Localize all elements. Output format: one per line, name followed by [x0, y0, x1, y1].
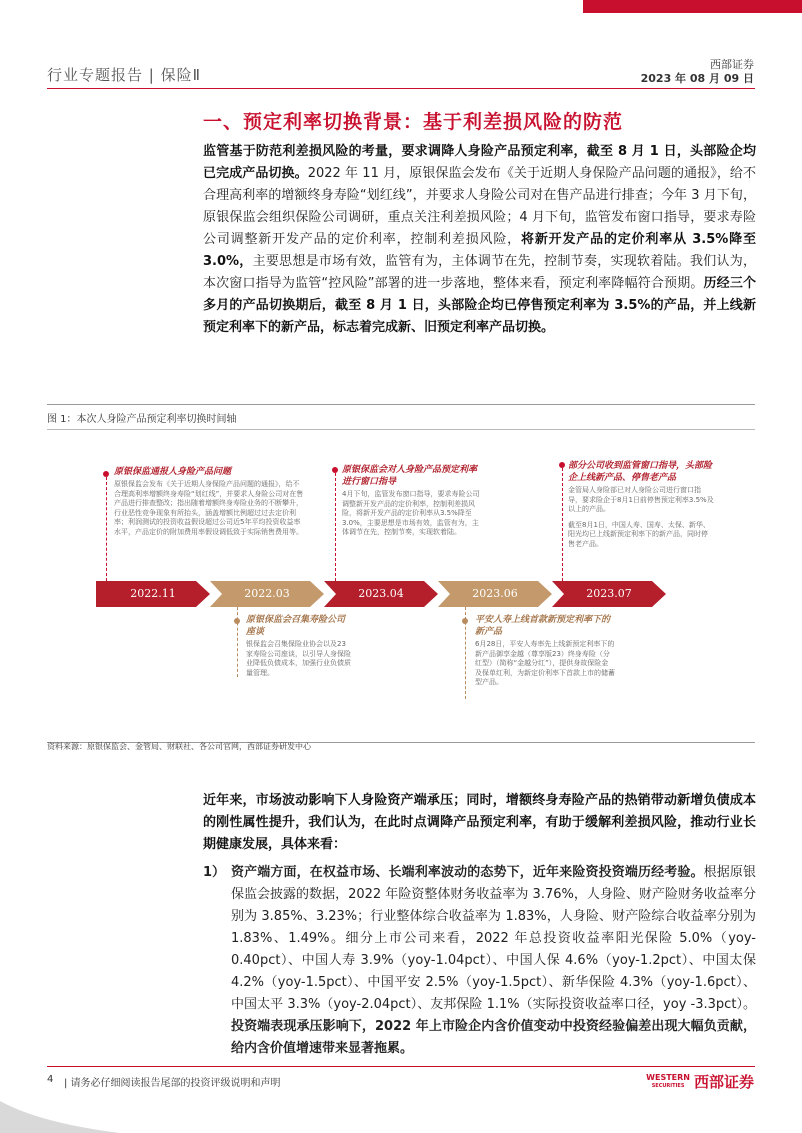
list1-body: 根据原银保监会披露的数据，2022 年险资整体财务收益率为 3.76%，人身险、财产险财务收益率分别为 3.85%、3.23%；行业整体综合收益率为 1.83%，人身险、财产险综合收益率分别为 1.83%、1.49%。细分上市公司来看，2022 年总投资收益率阳光保险 5.0%（yoy-0.40pct）、中国人寿 3.9%（yoy-1.04pct）、中国人保 4.6%（yoy-1.2pct）、中国太保 4.2%（yoy-1.5pct）、中国平安 2.5%（yoy-1.5pct）、新华保险 4.3%（yoy-1.6pct）、中国太平 3.3%（yoy-2.04pct）、友邦保险 1.1%（实际投资收益率口径，yoy -3.3pct）。 [231, 865, 756, 1012]
footer-logo [646, 1071, 754, 1092]
event-4 [475, 614, 615, 688]
event-2-marker [234, 618, 240, 624]
para2-emph: 在此时点调降产品预定利率，有助于缓解利差损风险，推动行业长期健康发展， [203, 815, 756, 852]
bottom-decoration [0, 1093, 120, 1133]
footer-disclaimer: | 请务必仔细阅读报告尾部的投资评级说明和声明 [64, 1078, 281, 1089]
event-3-heading: 原银保监会对人身险产品预定利率进行窗口指导 [342, 465, 478, 487]
event-5-heading: 部分公司收到监管窗口指导，头部险企上线新产品、停售老产品 [568, 461, 713, 483]
footer-disclaimer-text: 请务必仔细阅读报告尾部的投资评级说明和声明 [70, 1078, 281, 1089]
para2-tail: 具体来看： [281, 837, 347, 852]
event-2 [246, 614, 352, 678]
event-5 [568, 460, 714, 549]
event-3-body: 4月下旬，监管发布窗口指导，要求寿险公司调整新开发产品的定价利率，控制利差损风险，将新开发产品的定价利率从3.5%降至3.0%，主要思想是市场有效，监管有为，主体调节在先，控制节奏，实现软着陆。 [342, 490, 480, 536]
logo-en-line-1: WESTERN [646, 1072, 690, 1082]
header-brand: 西部证券 [710, 58, 754, 71]
page-number: 4 [47, 1074, 54, 1085]
para1-conclusion: 历经三个多月的产品切换期后，截至 8 月 1 日，头部险企均已停售预定利率为 3.5%的产品，并上线新预定利率下的新产品，标志着完成新、旧预定利率产品切换。 [203, 276, 756, 335]
list-item-asset-side [231, 862, 756, 1060]
timeline-label-5: 2023.07 [586, 587, 632, 600]
timeline-label-3: 2023.04 [358, 587, 404, 600]
top-accent-bar [583, 0, 802, 13]
list1-emph2: 2022 年上市险企内含价值变动中投资经验偏差出现大幅负贡献， [374, 1019, 756, 1034]
header-date: 2023 年 08 月 09 日 [640, 72, 754, 85]
para1-lead: 监管基于防范利差损风险的考量，要求调降人身险产品预定利率，截至 8 月 1 日，头部险企均已完成产品切换。 [203, 144, 756, 181]
figure-title-divider [47, 429, 755, 430]
figure-source: 资料来源：原银保监会、金管局、财联社、各公司官网，西部证券研发中心 [47, 742, 311, 751]
event-1-heading: 原银保监通报人身险产品问题 [114, 467, 232, 477]
paragraph-background [203, 141, 756, 339]
section-title: 一、预定利率切换背景：基于利差损风险的防范 [203, 111, 624, 133]
paragraph-rationale [203, 790, 756, 856]
event-4-marker [462, 618, 468, 624]
figure-frame [47, 404, 755, 743]
event-2-heading: 原银保监会召集寿险公司座谈 [246, 615, 346, 637]
event-5-connector [562, 468, 563, 581]
para1-body2: 主要思想是市场有效，监管有为，主体调节在先，控制节奏，实现软着陆。我们认为，本次窗口指导为监管“控风险”部署的进一步落地，整体来看，预定利率降幅符合预期。 [203, 254, 756, 291]
list1-lead: 资产端方面，在权益市场、长端利率波动的态势下，近年来险资投资端历经考验。 [231, 865, 704, 880]
header-divider [47, 88, 755, 89]
list1-emph3: 给内含价值增速带来显著拖累。 [231, 1041, 414, 1056]
event-3-connector [335, 473, 336, 581]
para2-lead: 近年来，市场波动影响下人身险资产端承压；同时，增额终身寿险产品的热销带动新增负债成本的刚性属性提升，我们认为， [203, 793, 756, 830]
logo-chinese: 西部证券 [693, 1073, 754, 1091]
event-5-body-1: 金管局人身险部已对人身险公司进行窗口指导，要求险企于8月1日前停售预定利率3.5%及以上的产品。 [568, 486, 714, 513]
figure-title: 图 1：本次人身险产品预定利率切换时间轴 [47, 414, 237, 425]
list1-emph1: 投资端表现承压影响下， [231, 1019, 375, 1034]
event-5-body-2: 截至8月1日，中国人寿、国寿、太保、新华、阳光均已上线新预定利率下的新产品，同时停售老产品。 [568, 520, 710, 548]
event-1-body: 原银保监会发布《关于近期人身保险产品问题的通报》，给不合理高利率增额终身寿险“划红线”，并要求人身险公司对在售产品进行排查整改；指出随着增额终身寿险业务的不断攀升，行业恶性竞争现象有所抬头，涵盖增额比例超过过去定价利率；利润测试的投资收益假设超过公司近5年平均投资收益率水平，产品定价的附加费用率假设调低致于实际销售费用等。 [114, 480, 304, 536]
event-4-body: 6月28日，平安人寿率先上线新预定利率下的新产品御享金越（尊享版23）终身寿险（分红型）（简称“金越分红”），提供身故保险金及保单红利，为新定价利率下首款上市的储蓄型产品。 [475, 640, 615, 686]
timeline-arrow-5 [552, 581, 666, 607]
event-2-body: 银保监会召集保险业协会以及23家寿险公司座谈，以引导人身保险业降低负债成本，加强行业负债质量管理。 [246, 640, 351, 677]
footer-divider [47, 1066, 755, 1067]
timeline-arrow-4 [438, 581, 552, 607]
event-3 [342, 464, 482, 538]
timeline-label-1: 2022.11 [130, 587, 176, 600]
timeline-arrow-3 [324, 581, 438, 607]
timeline-label-4: 2023.06 [472, 587, 518, 600]
timeline-arrow-1 [96, 581, 210, 607]
timeline-label-2: 2022.03 [244, 587, 290, 600]
para1-emph: 将新开发产品的定价利率从 3.5%降至 3.0%， [203, 232, 756, 269]
list-item-number: 1） [203, 865, 226, 880]
event-1 [114, 466, 306, 537]
event-4-heading: 平安人寿上线首款新预定利率下的新产品 [475, 615, 611, 637]
para1-body: 2022 年 11 月，原银保监会发布《关于近期人身保险产品问题的通报》，给不合理高利率的增额终身寿险“划红线”，并要求人身险公司对在售产品进行排查；今年 3 月下旬，原银保监会组织保险公司调研，重点关注利差损风险；4 月下旬，监管发布窗口指导，要求寿险公司调整新开发产品的定价利率，控制利差损风险， [203, 166, 756, 247]
report-type: 行业专题报告 | 保险Ⅱ [47, 66, 201, 84]
logo-en-line-2: SECURITIES [651, 1082, 685, 1089]
logo-english [646, 1073, 690, 1091]
timeline-arrow-2 [210, 581, 324, 607]
event-1-connector [106, 477, 107, 581]
